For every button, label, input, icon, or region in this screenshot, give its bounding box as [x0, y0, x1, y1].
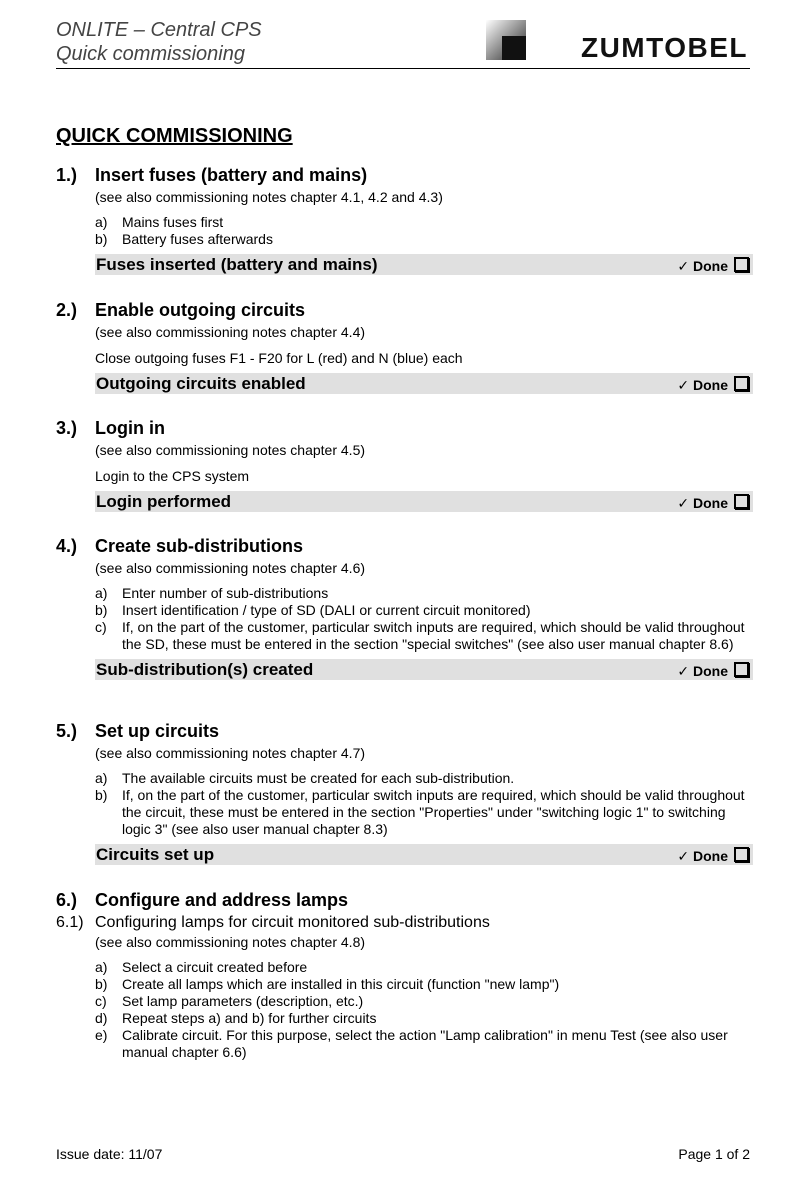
list-item-text: Calibrate circuit. For this purpose, select the action "Lamp calibration" in menu Test (see also user manual chapter 6.6)	[122, 1027, 728, 1060]
step-list	[95, 214, 753, 248]
section-title: Enable outgoing circuits	[95, 300, 306, 320]
section-number: 3.)	[56, 418, 78, 438]
checklist-label: Circuits set up	[96, 845, 215, 864]
list-item-text: Select a circuit created before	[122, 959, 308, 975]
checklist-bar	[95, 373, 753, 394]
section-title: Insert fuses (battery and mains)	[95, 165, 368, 185]
list-item	[95, 959, 753, 976]
section-number: 5.)	[56, 721, 78, 741]
done-checkbox[interactable]	[734, 257, 749, 272]
list-marker: d)	[95, 1010, 108, 1026]
list-marker: c)	[95, 619, 107, 635]
list-item-text: If, on the part of the customer, particular switch inputs are required, which should be valid throughout the SD, these must be entered in the section "special switches" (see also user manual chapter 8.6)	[122, 619, 745, 652]
done-label: ✓ Done	[677, 258, 728, 274]
list-marker: a)	[95, 770, 108, 786]
list-item	[95, 976, 753, 993]
list-item-text: Create all lamps which are installed in this circuit (function "new lamp")	[122, 976, 560, 992]
list-marker: b)	[95, 976, 108, 992]
checklist-bar	[95, 659, 753, 680]
done-control[interactable]	[677, 376, 749, 394]
list-marker: a)	[95, 214, 108, 230]
checklist-bar	[95, 491, 753, 512]
list-item	[95, 993, 753, 1010]
issue-date: Issue date: 11/07	[56, 1146, 163, 1162]
done-label: ✓ Done	[677, 848, 728, 864]
done-control[interactable]	[677, 257, 749, 275]
list-marker: b)	[95, 231, 108, 247]
reference-note: (see also commissioning notes chapter 4.7)	[95, 745, 366, 761]
section-4	[56, 536, 753, 680]
checklist-label: Outgoing circuits enabled	[96, 374, 306, 393]
section-title: Set up circuits	[95, 721, 220, 741]
zumtobel-logo-icon	[486, 20, 526, 60]
document-title: QUICK COMMISSIONING	[56, 125, 293, 147]
brand-name: ZUMTOBEL	[580, 32, 748, 63]
list-item-text: Insert identification / type of SD (DALI or current circuit monitored)	[122, 602, 531, 618]
reference-note: (see also commissioning notes chapter 4.5)	[95, 442, 366, 458]
checklist-bar	[95, 254, 753, 275]
section-number: 6.)	[56, 890, 78, 910]
subsection-title: Configuring lamps for circuit monitored sub-distributions	[95, 914, 490, 931]
page-number: Page 1 of 2	[678, 1146, 750, 1162]
section-3	[56, 418, 753, 512]
reference-note: (see also commissioning notes chapter 4.4)	[95, 324, 366, 340]
checklist-label: Fuses inserted (battery and mains)	[96, 255, 378, 274]
section-number: 4.)	[56, 536, 78, 556]
list-item	[95, 1010, 753, 1027]
done-label: ✓ Done	[677, 663, 728, 679]
done-checkbox[interactable]	[734, 376, 749, 391]
list-item-text: Enter number of sub-distributions	[122, 585, 329, 601]
list-item	[95, 619, 753, 653]
section-title: Configure and address lamps	[95, 890, 349, 910]
page-header	[56, 18, 750, 69]
step-list	[95, 770, 753, 838]
section-6	[56, 890, 753, 1061]
section-number: 2.)	[56, 300, 78, 320]
list-item	[95, 602, 753, 619]
step-list	[95, 585, 753, 653]
list-item	[95, 585, 753, 602]
list-marker: e)	[95, 1027, 108, 1043]
section-title: Create sub-distributions	[95, 536, 304, 556]
list-marker: a)	[95, 959, 108, 975]
list-marker: c)	[95, 993, 107, 1009]
section-1	[56, 165, 753, 275]
done-control[interactable]	[677, 662, 749, 680]
list-marker: a)	[95, 585, 108, 601]
list-marker: b)	[95, 787, 108, 803]
section-2	[56, 300, 753, 394]
step-list	[95, 959, 753, 1061]
list-item-text: The available circuits must be created for each sub-distribution.	[122, 770, 515, 786]
list-item-text: Set lamp parameters (description, etc.)	[122, 993, 364, 1009]
list-item	[95, 1027, 753, 1061]
reference-note: (see also commissioning notes chapter 4.1, 4.2 and 4.3)	[95, 189, 443, 205]
subsection-number: 6.1)	[56, 914, 84, 931]
done-control[interactable]	[677, 494, 749, 512]
instruction-text: Close outgoing fuses F1 - F20 for L (red) and N (blue) each	[95, 350, 463, 366]
list-item	[95, 770, 753, 787]
checklist-label: Sub-distribution(s) created	[96, 660, 314, 679]
list-item	[95, 231, 753, 248]
done-label: ✓ Done	[677, 495, 728, 511]
instruction-text: Login to the CPS system	[95, 468, 250, 484]
header-title: ONLITE – Central CPS	[56, 19, 262, 41]
done-checkbox[interactable]	[734, 847, 749, 862]
checklist-label: Login performed	[96, 492, 232, 511]
section-5	[56, 721, 753, 865]
list-item-text: Battery fuses afterwards	[122, 231, 273, 247]
list-marker: b)	[95, 602, 108, 618]
done-checkbox[interactable]	[734, 662, 749, 677]
done-control[interactable]	[677, 847, 749, 865]
header-subtitle: Quick commissioning	[56, 43, 245, 65]
list-item-text: Repeat steps a) and b) for further circuits	[122, 1010, 377, 1026]
done-label: ✓ Done	[677, 377, 728, 393]
list-item	[95, 214, 753, 231]
checklist-bar	[95, 844, 753, 865]
reference-note: (see also commissioning notes chapter 4.8)	[95, 934, 366, 950]
done-checkbox[interactable]	[734, 494, 749, 509]
list-item-text: Mains fuses first	[122, 214, 224, 230]
list-item	[95, 787, 753, 838]
list-item-text: If, on the part of the customer, particular switch inputs are required, which should be valid throughout the circuit, these must be entered in the section "Properties" under "switching logic 1" to switching logic 3" (see also user manual chapter 8.3)	[122, 787, 745, 837]
section-number: 1.)	[56, 165, 78, 185]
reference-note: (see also commissioning notes chapter 4.6)	[95, 560, 366, 576]
section-title: Login in	[95, 418, 165, 438]
